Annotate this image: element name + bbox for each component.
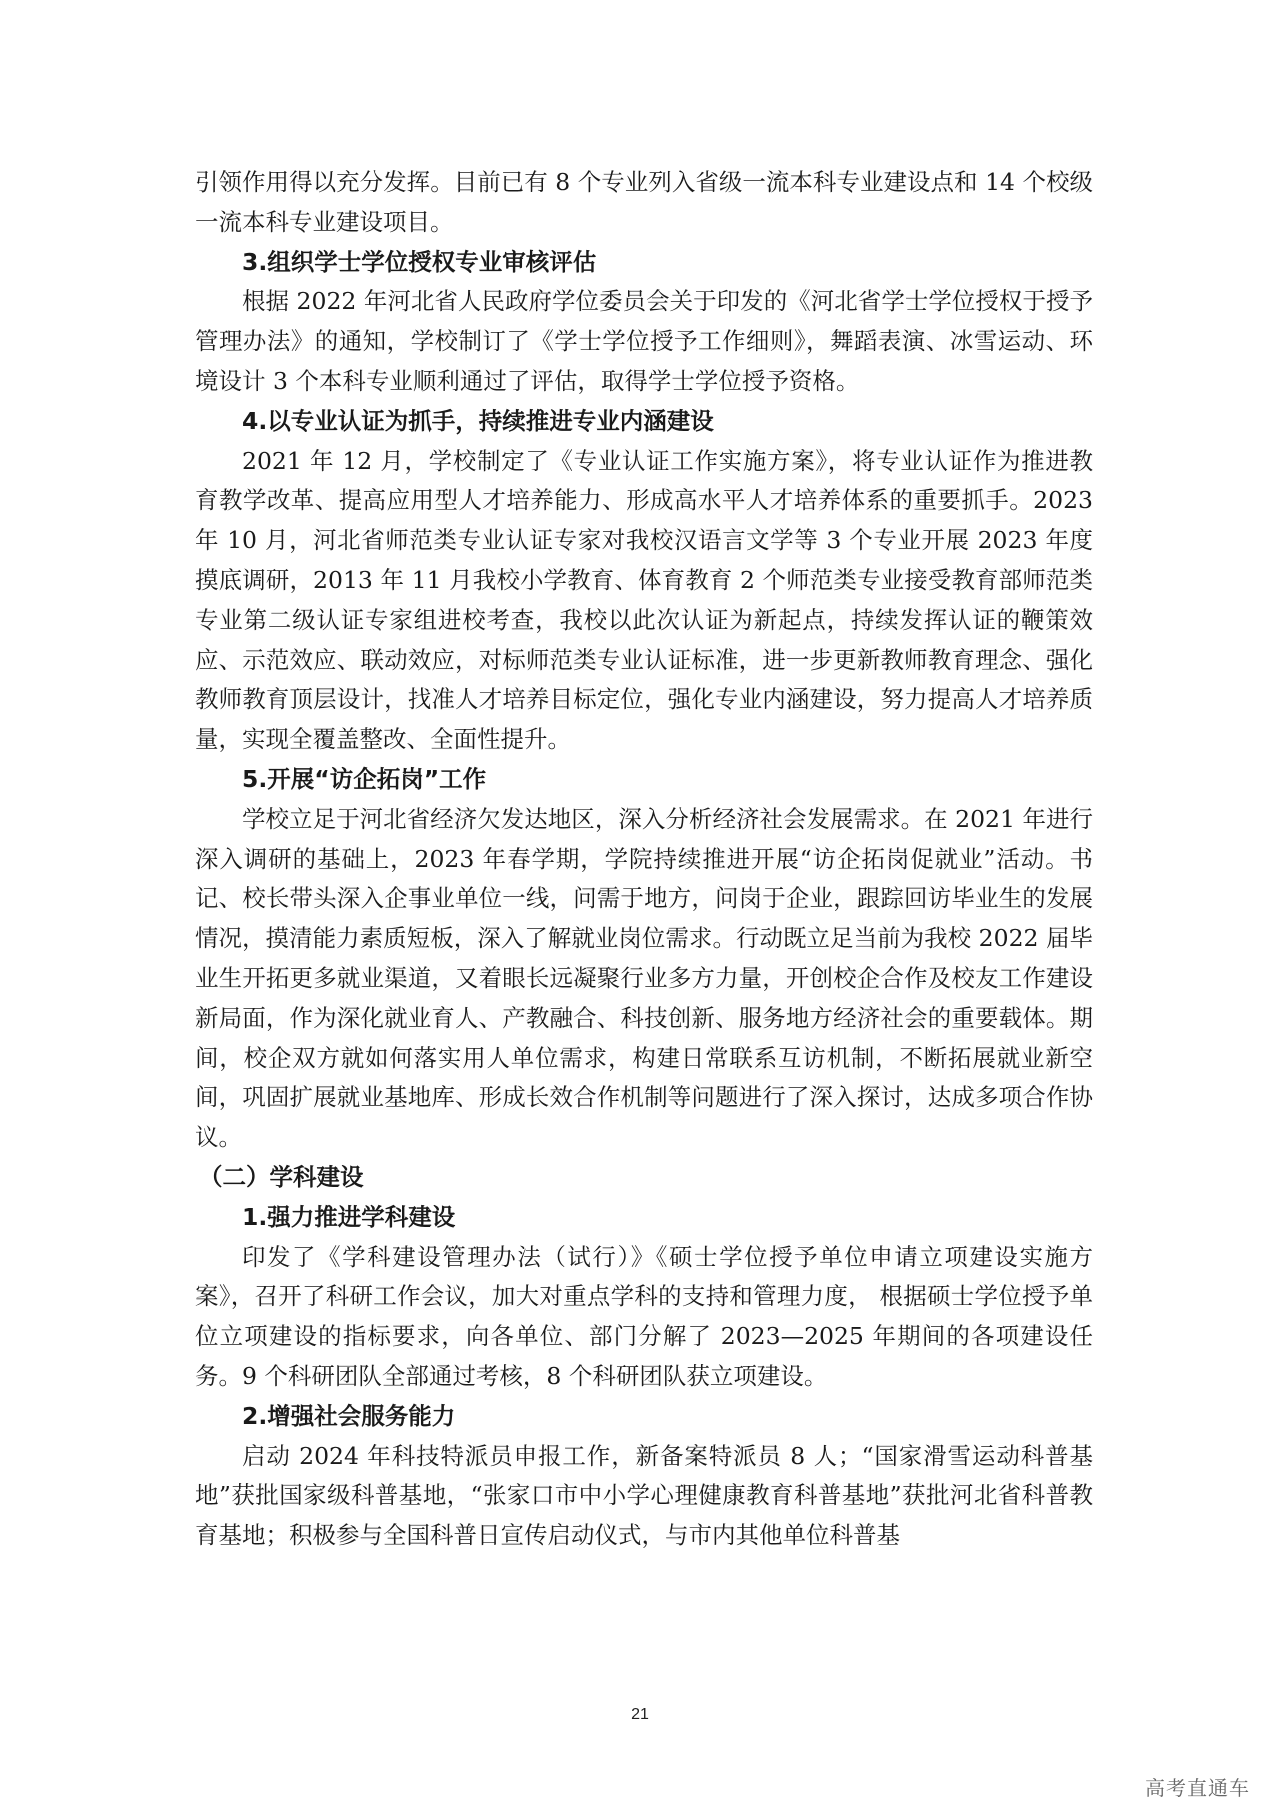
subsection-heading: 3.组织学士学位授权专业审核评估: [242, 247, 597, 276]
subsection-heading: 1.强力推进学科建设: [242, 1202, 456, 1231]
subsection-heading: 4.以专业认证为抓手，持续推进专业内涵建设: [242, 406, 714, 435]
body-paragraph: 2021 年 12 月，学校制定了《专业认证工作实施方案》，将专业认证作为推进教育教学改革、提高应用型人才培养能力、形成高水平人才培养体系的重要抓手。2023 年 10 月，河北省师范类专业认证专家对我校汉语言文学等 3 个专业开展 2023 年度摸底调研，2013 年 11 月我校小学教育、体育教育 2 个师范类专业接受教育部师范类专业第二级认证专家组进校考查，我校以此次认证为新起点，持续发挥认证的鞭策效应、示范效应、联动效应，对标师范类专业认证标准，进一步更新教师教育理念、强化教师教育顶层设计，找准人才培养目标定位，强化专业内涵建设，努力提高人才培养质量，实现全覆盖整改、全面性提升。: [195, 446, 1093, 754]
subsection-heading: 5.开展“访企拓岗”工作: [242, 764, 487, 793]
body-paragraph: 印发了《学科建设管理办法（试行）》《硕士学位授予单位申请立项建设实施方案》，召开了科研工作会议，加大对重点学科的支持和管理力度， 根据硕士学位授予单位立项建设的指标要求，向各单位、部门分解了 2023—2025 年期间的各项建设任务。9 个科研团队全部通过考核，8 个科研团队获立项建设。: [195, 1242, 1093, 1390]
body-paragraph: 启动 2024 年科技特派员申报工作，新备案特派员 8 人；“国家滑雪运动科普基地”获批国家级科普基地，“张家口市中小学心理健康教育科普基地”获批河北省科普教育基地；积极参与全国科普日宣传启动仪式，与市内其他单位科普基: [195, 1441, 1093, 1550]
section-heading: （二）学科建设: [199, 1162, 364, 1191]
body-paragraph: 学校立足于河北省经济欠发达地区，深入分析经济社会发展需求。在 2021 年进行深入调研的基础上，2023 年春学期，学院持续推进开展“访企拓岗促就业”活动。书记、校长带头深入企事业单位一线，问需于地方，问岗于企业，跟踪回访毕业生的发展情况，摸清能力素质短板，深入了解就业岗位需求。行动既立足当前为我校 2022 届毕业生开拓更多就业渠道，又着眼长远凝聚行业多方力量，开创校企合作及校友工作建设新局面，作为深化就业育人、产教融合、科技创新、服务地方经济社会的重要载体。期间，校企双方就如何落实用人单位需求，构建日常联系互访机制，不断拓展就业新空间，巩固扩展就业基地库、形成长效合作机制等问题进行了深入探讨，达成多项合作协议。: [195, 804, 1093, 1152]
subsection-heading: 2.增强社会服务能力: [242, 1401, 456, 1430]
body-paragraph: 引领作用得以充分发挥。目前已有 8 个专业列入省级一流本科专业建设点和 14 个校级一流本科专业建设项目。: [195, 168, 1093, 236]
body-paragraph: 根据 2022 年河北省人民政府学位委员会关于印发的《河北省学士学位授权于授予管理办法》的通知，学校制订了《学士学位授予工作细则》，舞蹈表演、冰雪运动、环境设计 3 个本科专业顺利通过了评估，取得学士学位授予资格。: [195, 287, 1093, 395]
page-number: 21: [631, 1706, 649, 1723]
watermark-text: 高考直通车: [1145, 1776, 1250, 1800]
document-body: [195, 163, 1093, 1556]
